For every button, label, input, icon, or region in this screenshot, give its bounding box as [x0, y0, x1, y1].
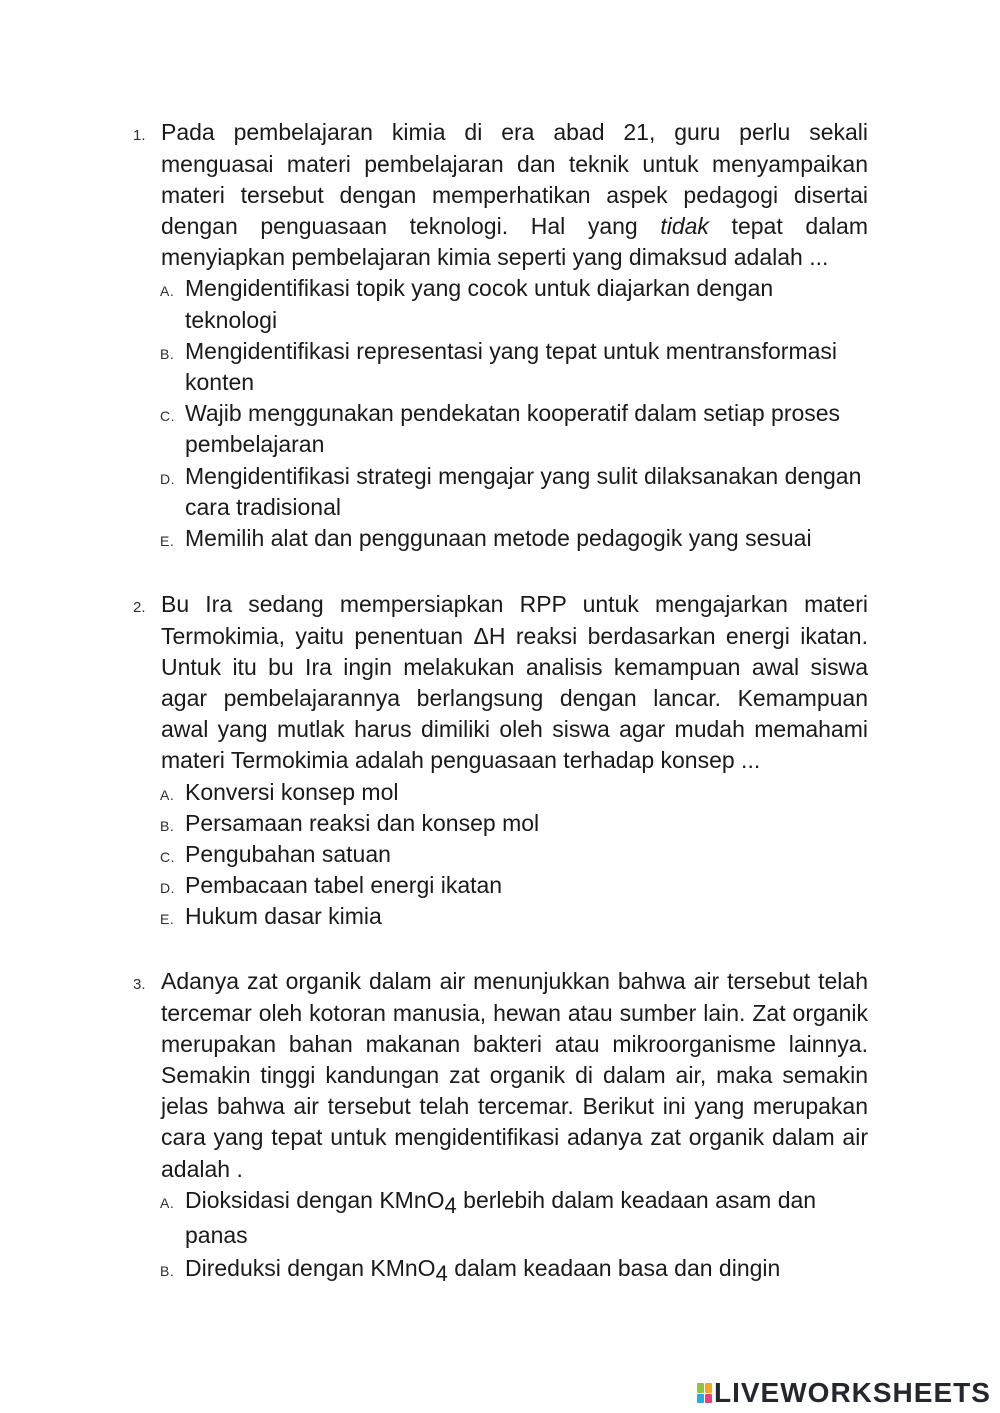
question-2 [0, 589, 1000, 932]
question-stem [161, 589, 868, 776]
stem-line: Pada pembelajaran kimia di era abad 21, guru perlu sekali [161, 119, 868, 146]
answer-option[interactable] [160, 398, 885, 460]
stem-line: Termokimia, yaitu penentuan ΔH reaksi berdasarkan energi ikatan. [161, 622, 868, 649]
option-line: Memilih alat dan penggunaan metode pedagogik yang sesuai [185, 525, 812, 552]
stem-line: merupakan bahan makanan bakteri atau mikroorganisme lainnya. [161, 1030, 868, 1057]
logo-icon-cell [705, 1383, 712, 1393]
option-line: Mengidentifikasi representasi yang tepat untuk mentransformasi [185, 337, 838, 364]
option-letter: A. [160, 1194, 175, 1211]
stem-line: menguasai materi pembelajaran dan teknik untuk menyampaikan [161, 150, 868, 177]
answer-option[interactable] [160, 808, 885, 839]
stem-line: cara yang tepat untuk mengidentifikasi adanya zat organik dalam air [161, 1124, 868, 1151]
answer-option[interactable] [160, 523, 885, 554]
answer-option[interactable] [160, 870, 885, 901]
question-number-wrap [133, 966, 146, 1000]
answer-option[interactable] [160, 1185, 885, 1251]
subscript-text: 4 [435, 1261, 448, 1287]
option-line: Mengidentifikasi topik yang cocok untuk diajarkan dengan [185, 275, 774, 302]
question-stem [161, 117, 868, 273]
option-letter: B. [160, 1263, 175, 1280]
option-line: konten [185, 369, 255, 396]
option-line: Konversi konsep mol [185, 778, 399, 805]
logo-text: LIVEWORKSHEETS [714, 1377, 991, 1408]
option-text: dalam keadaan basa dan dingin [447, 1255, 781, 1282]
emphasis-text: tidak [660, 213, 709, 239]
stem-line: adalah . [161, 1155, 243, 1182]
subscript-text: 4 [444, 1192, 457, 1218]
answer-option[interactable] [160, 839, 885, 870]
question-1 [0, 117, 1000, 554]
question-3 [0, 966, 1000, 1287]
option-line: Wajib menggunakan pendekatan kooperatif dalam setiap proses [185, 400, 841, 427]
option-text: Dioksidasi dengan KMnO [185, 1186, 445, 1213]
option-letter: B. [160, 345, 175, 362]
answer-options [0, 273, 1000, 554]
liveworksheets-logo-icon [697, 1383, 712, 1403]
option-letter: D. [160, 470, 175, 487]
question-number-wrap [133, 117, 146, 151]
stem-line: agar pembelajarannya berlangsung dengan lancar. Kemampuan [161, 685, 868, 711]
stem-line: Adanya zat organik dalam air menunjukkan bahwa air tersebut telah [161, 968, 868, 995]
question-stem [161, 966, 868, 1184]
stem-line: awal yang mutlak harus dimiliki oleh siswa agar mudah memahami [161, 716, 868, 743]
option-letter: E. [160, 911, 175, 928]
answer-options [0, 777, 1000, 933]
question-number-wrap [133, 589, 146, 623]
option-line: pembelajaran [185, 431, 325, 458]
option-letter: D. [160, 880, 175, 897]
option-text: berlebih dalam keadaan asam dan [456, 1186, 817, 1213]
option-line: Hukum dasar kimia [185, 903, 382, 930]
question-number: 2. [133, 599, 146, 617]
liveworksheets-logo[interactable] [696, 1379, 996, 1409]
stem-text: tepat dalam [708, 213, 868, 239]
question-number: 3. [133, 976, 146, 994]
answer-options [0, 1185, 1000, 1287]
option-line: Persamaan reaksi dan konsep mol [185, 809, 540, 836]
stem-line: Semakin tinggi kandungan zat organik di dalam air, maka semakin [161, 1062, 868, 1088]
option-line [185, 1185, 885, 1216]
option-letter: C. [160, 849, 175, 866]
stem-line: jelas bahwa air tersebut telah tercemar. Berikut ini yang merupakan [161, 1093, 868, 1120]
stem-line: materi Termokimia adalah penguasaan terhadap konsep ... [161, 747, 761, 774]
option-letter: B. [160, 817, 175, 834]
question-number: 1. [133, 127, 146, 145]
option-text: Direduksi dengan KMnO [185, 1255, 436, 1282]
option-line: teknologi [185, 306, 278, 333]
option-line: panas [185, 1221, 248, 1248]
stem-line: Bu Ira sedang mempersiapkan RPP untuk mengajarkan materi [161, 591, 868, 618]
logo-icon-cell [697, 1394, 704, 1404]
option-letter: E. [160, 533, 175, 550]
answer-option[interactable] [160, 273, 885, 335]
option-letter: A. [160, 786, 175, 803]
answer-option[interactable] [160, 777, 885, 808]
logo-icon-cell [705, 1394, 712, 1404]
option-line: Pembacaan tabel energi ikatan [185, 872, 503, 899]
answer-option[interactable] [160, 336, 885, 398]
answer-option[interactable] [160, 1253, 885, 1287]
stem-line: menyiapkan pembelajaran kimia seperti yang dimaksud adalah ... [161, 244, 829, 271]
stem-text: dengan penguasaan teknologi. Hal yang [161, 213, 661, 239]
option-letter: C. [160, 408, 175, 425]
option-line: Mengidentifikasi strategi mengajar yang sulit dilaksanakan dengan [185, 462, 862, 489]
stem-line [161, 211, 868, 242]
answer-option[interactable] [160, 901, 885, 932]
stem-line: tercemar oleh kotoran manusia, hewan atau sumber lain. Zat organik [161, 999, 868, 1026]
logo-icon-cell [697, 1383, 704, 1393]
option-line: Pengubahan satuan [185, 841, 391, 868]
stem-line: Untuk itu bu Ira ingin melakukan analisis kemampuan awal siswa [161, 653, 868, 680]
option-line: cara tradisional [185, 493, 341, 520]
option-letter: A. [160, 283, 175, 300]
stem-line: materi tersebut dengan memperhatikan aspek pedagogi disertai [161, 181, 868, 208]
option-line [185, 1253, 885, 1287]
answer-option[interactable] [160, 461, 885, 523]
